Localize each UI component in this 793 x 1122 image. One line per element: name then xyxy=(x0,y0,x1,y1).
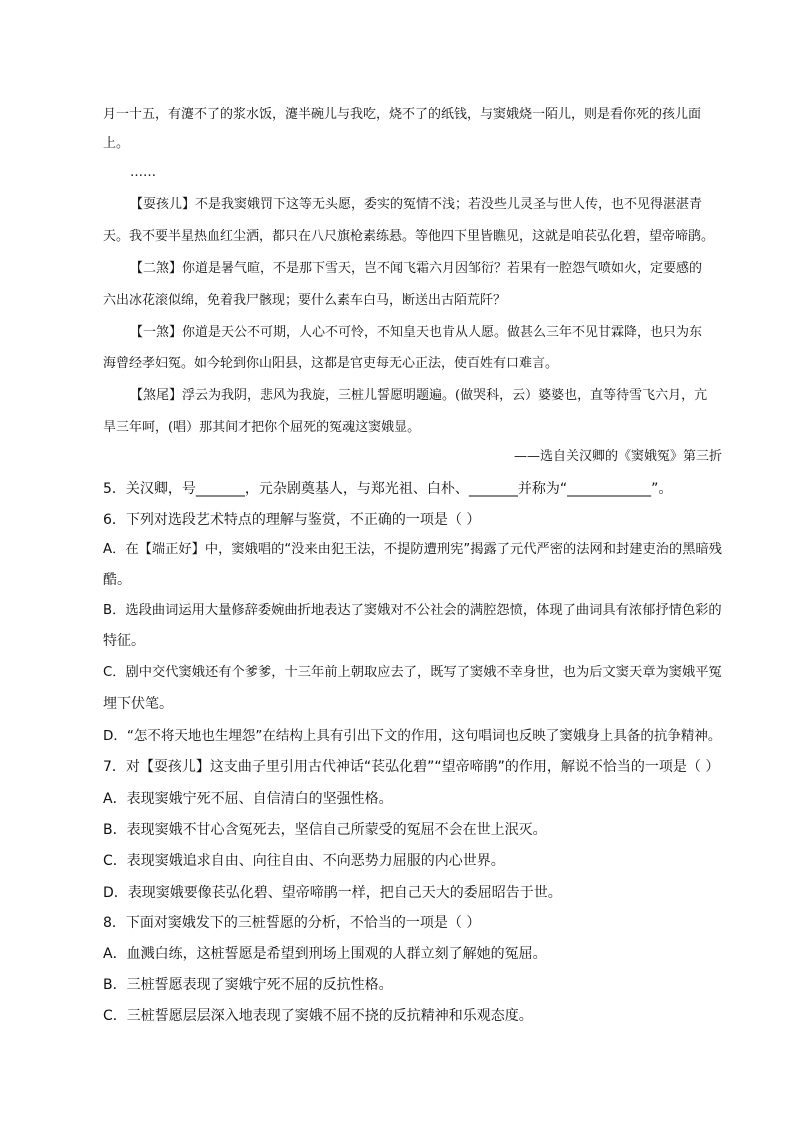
excerpt-line: 上。 xyxy=(103,136,130,151)
excerpt-line: 海曾经孝妇冤。如今轮到你山阳县，这都是官吏每无心正法，使百姓有口难言。 xyxy=(103,356,559,371)
excerpt-line: 月一十五，有瀽不了的浆水饭，瀽半碗儿与我吃，烧不了的纸钱，与窦娥烧一陌儿，则是看你死的孩儿面 xyxy=(103,107,702,122)
q6-option-c: C．剧中交代窦娥还有个爹爹，十三年前上朝取应去了，既写了窦娥不幸身世，也为后文窦天章为窦娥平冤 xyxy=(103,665,722,680)
qupai-shawei-line: 【煞尾】浮云为我阴，悲风为我旋，三桩儿誓愿明题遍。(做哭科，云）婆婆也，直等待雪飞六月，亢 xyxy=(130,388,708,403)
q7-option-d: D．表现窦娥要像苌弘化碧、望帝啼鹃一样，把自己天大的委屈昭告于世。 xyxy=(103,885,562,901)
question-5: 5．关汉卿，号_______，元杂剧奠基人，与郑光祖、白朴、_______并称为“____________”。 xyxy=(103,481,673,497)
qupai-shuahaier-line: 【耍孩儿】不是我窦娥罚下这等无头愿，委实的冤情不浅；若没些儿灵圣与世人传，也不见得湛湛青 xyxy=(130,197,703,212)
q6-option-b: B．选段曲词运用大量修辞委婉曲折地表达了窦娥对不公社会的满腔怨愤，体现了曲词具有浓郁抒情色彩的 xyxy=(103,603,722,618)
question-7: 7．对【耍孩儿】这支曲子里引用古代神话“苌弘化碧”“望帝啼鹃”的作用，解说不恰当的一项是（ ） xyxy=(103,759,720,775)
q8-option-c: C．三桩誓愿层层深入地表现了窦娥不屈不挠的反抗精神和乐观态度。 xyxy=(103,1008,533,1024)
q6-option-a-cont: 酷。 xyxy=(103,572,131,588)
q7-option-a: A．表现窦娥宁死不屈、自信清白的坚强性格。 xyxy=(103,791,393,807)
qupai-ersha-line: 【二煞】你道是暑气暄，不是那下雪天，岂不闻飞霜六月因邹衍？若果有一腔怨气喷如火，定要感的 xyxy=(130,261,703,276)
q7-option-c: C．表现窦娥追求自由、向往自由、不向恶势力屈服的内心世界。 xyxy=(103,853,505,869)
ellipsis: …… xyxy=(130,165,156,180)
q6-option-d: D．“怎不将天地也生埋怨”在结构上具有引出下文的作用，这句唱词也反映了窦娥身上具备的抗争精神。 xyxy=(103,728,722,744)
q8-option-a: A．血溅白练，这桩誓愿是希望到刑场上围观的人群立刻了解她的冤屈。 xyxy=(103,946,547,962)
q6-option-a: A．在【端正好】中，窦娥唱的“没来由犯王法，不提防遭刑宪”揭露了元代严密的法网和封建吏治的黑暗残 xyxy=(103,542,723,557)
excerpt-line: 天。我不要半星热血红尘洒，都只在八尺旗枪素练悬。等他四下里皆瞧见，这就是咱苌弘化碧，望帝啼鹃。 xyxy=(103,229,715,244)
q6-option-c-cont: 埋下伏笔。 xyxy=(103,696,173,712)
qupai-yisha-line: 【一煞】你道是天公不可期，人心不可怜，不知皇天也肯从人愿。做甚么三年不见甘霖降，也只为东 xyxy=(130,325,703,340)
excerpt-line: 旱三年呵，(唱）那其间才把你个屈死的冤魂这窦娥显。 xyxy=(103,420,421,435)
excerpt-line: 六出冰花滚似绵，免着我尸骸现；要什么素车白马，断送出古陌荒阡？ xyxy=(103,293,507,308)
q6-option-b-cont: 特征。 xyxy=(103,633,145,649)
q8-option-b: B．三桩誓愿表现了窦娥宁死不屈的反抗性格。 xyxy=(103,977,393,993)
question-6: 6．下列对选段艺术特点的理解与鉴赏，不正确的一项是（ ） xyxy=(103,512,481,528)
excerpt-source: ——选自关汉卿的《窦娥冤》第三折 xyxy=(513,449,722,464)
q7-option-b: B．表现窦娥不甘心含冤死去，坚信自己所蒙受的冤屈不会在世上泯灭。 xyxy=(103,822,547,838)
question-8: 8．下面对窦娥发下的三桩誓愿的分析，不恰当的一项是（ ） xyxy=(103,915,481,931)
